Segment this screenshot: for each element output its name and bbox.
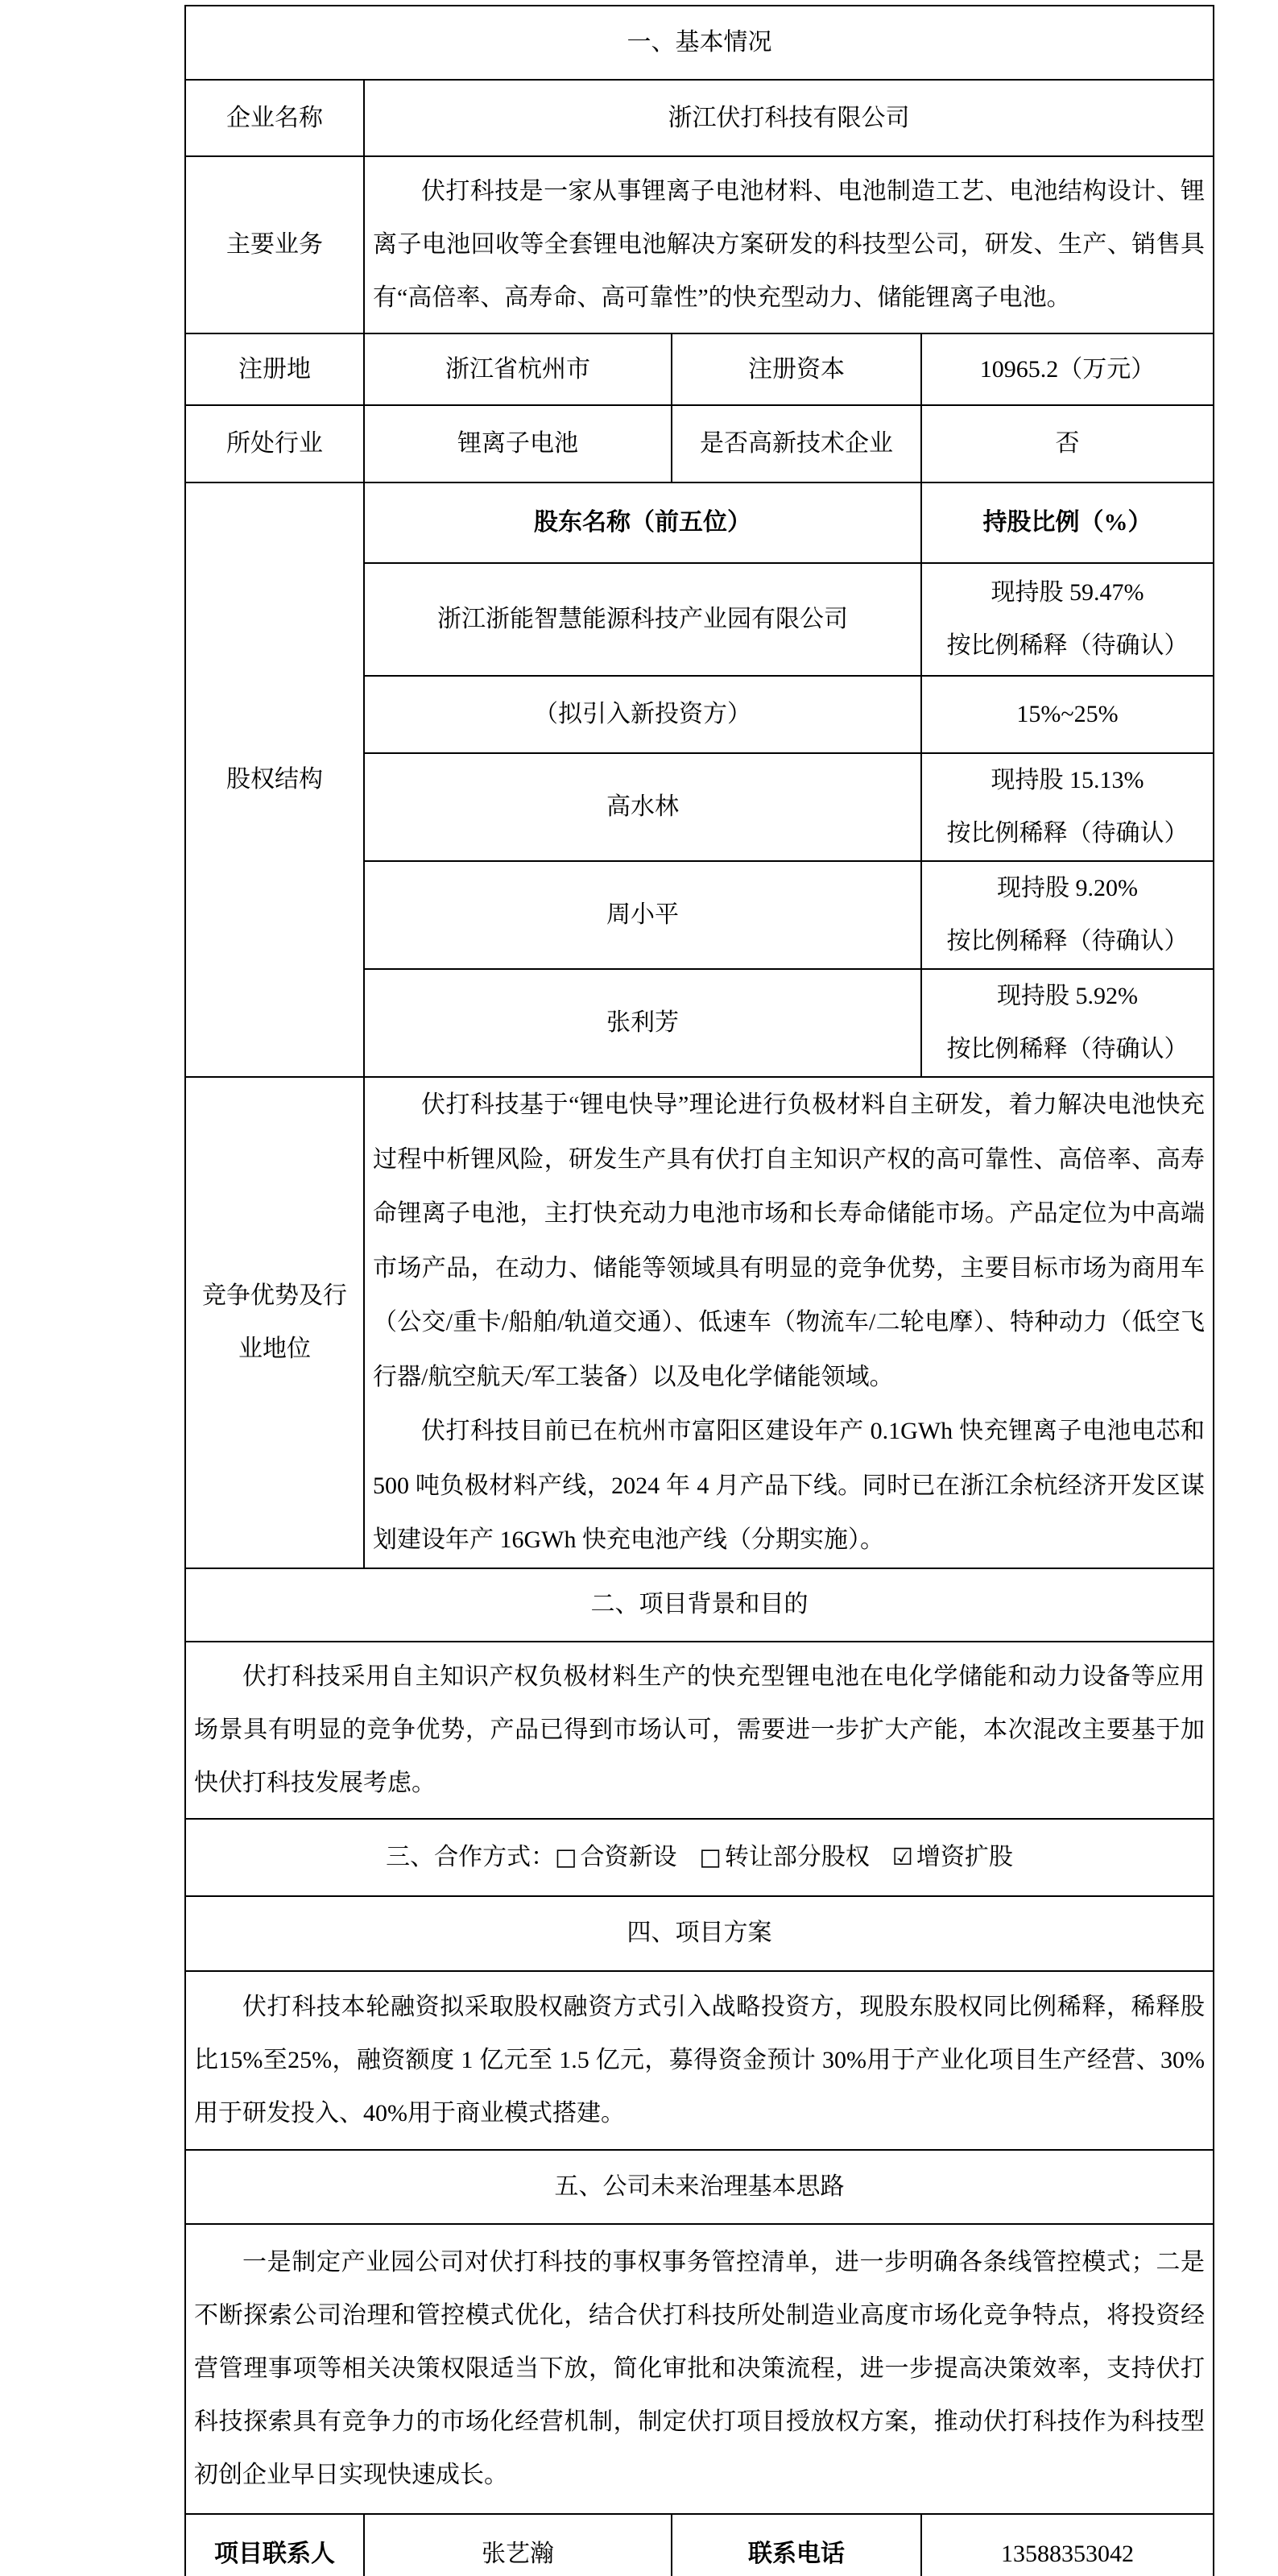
governance-text-cell bbox=[185, 2224, 1214, 2514]
contact-person-label: 项目联系人 bbox=[185, 2514, 364, 2576]
row-section-governance bbox=[185, 2150, 1214, 2224]
checkbox-unchecked-icon: □ bbox=[555, 1842, 577, 1870]
checkbox-option-joint-venture bbox=[555, 1844, 676, 1870]
company-name-label: 企业名称 bbox=[185, 80, 364, 156]
shareholder-ratio-line2: 按比例稀释（待确认） bbox=[946, 1036, 1189, 1062]
shareholder-ratio-line1: 现持股 9.20% bbox=[997, 875, 1138, 901]
shareholder-ratio-line2: 按比例稀释（待确认） bbox=[946, 820, 1189, 847]
competitive-advantage-cell bbox=[364, 1077, 1214, 1568]
competitive-advantage-paragraph-2: 伏打科技目前已在杭州市富阳区建设年产 0.1GWh 快充锂离子电池电芯和 500 吨负极材料产线，2024 年 4 月产品下线。同时已在浙江余杭经济开发区谋划建设年产 16GWh 快充电池产线（分期实施）。 bbox=[373, 1418, 1205, 1553]
shareholder-ratio-line1: 现持股 5.92% bbox=[997, 983, 1138, 1009]
contact-phone-value: 13588353042 bbox=[921, 2514, 1214, 2576]
shareholder-ratio bbox=[921, 969, 1214, 1077]
shareholder-ratio-line1: 现持股 15.13% bbox=[991, 767, 1144, 793]
registered-capital-label: 注册资本 bbox=[672, 333, 921, 405]
row-main-business bbox=[185, 156, 1214, 333]
shareholder-ratio bbox=[921, 676, 1214, 753]
shareholder-name: （拟引入新投资方） bbox=[364, 676, 921, 753]
governance-text: 一是制定产业园公司对伏打科技的事权事务管控清单，进一步明确各条线管控模式；二是不断探索公司治理和管控模式优化，结合伏打科技所处制造业高度市场化竞争特点，将投资经营管理事项等相关决策权限适当下放，简化审批和决策流程，进一步提高决策效率，支持伏打科技探索具有竞争力的市场化经营机制，制定伏打项目授放权方案，推动伏打科技作为科技型初创企业早日实现快速成长。 bbox=[194, 2248, 1205, 2488]
main-business-label: 主要业务 bbox=[185, 156, 364, 333]
row-equity-header bbox=[185, 482, 1214, 563]
row-cooperation-mode bbox=[185, 1819, 1214, 1896]
main-business-text: 伏打科技是一家从事锂离子电池材料、电池制造工艺、电池结构设计、锂离子电池回收等全套锂电池解决方案研发的科技型公司，研发、生产、销售具有“高倍率、高寿命、高可靠性”的快充型动力、储能锂离子电池。 bbox=[373, 178, 1205, 311]
checkbox-option-equity-transfer bbox=[700, 1844, 870, 1870]
section-title-governance: 五、公司未来治理基本思路 bbox=[185, 2150, 1214, 2224]
shareholder-ratio-line2: 按比例稀释（待确认） bbox=[946, 632, 1189, 659]
project-plan-text-cell bbox=[185, 1971, 1214, 2150]
equity-header-ratio: 持股比例（%） bbox=[921, 482, 1214, 563]
competitive-advantage-label: 竞争优势及行业地位 bbox=[185, 1077, 364, 1568]
checkbox-checked-icon: ☑ bbox=[891, 1842, 913, 1870]
hightech-value: 否 bbox=[921, 405, 1214, 482]
shareholder-name: 周小平 bbox=[364, 861, 921, 969]
registered-capital-value: 10965.2（万元） bbox=[921, 333, 1214, 405]
row-governance-text bbox=[185, 2224, 1214, 2514]
checkbox-option-capital-increase bbox=[892, 1844, 1013, 1870]
cooperation-mode-cell bbox=[185, 1819, 1214, 1896]
shareholder-ratio-line1: 现持股 59.47% bbox=[991, 579, 1144, 606]
cooperation-mode-prefix: 三、合作方式： bbox=[386, 1843, 556, 1870]
contact-person-name: 张艺瀚 bbox=[364, 2514, 672, 2576]
row-section-project-plan bbox=[185, 1896, 1214, 1971]
checkbox-option-label: 合资新设 bbox=[580, 1843, 677, 1870]
shareholder-ratio bbox=[921, 861, 1214, 969]
shareholder-ratio bbox=[921, 563, 1214, 676]
row-contact bbox=[185, 2514, 1214, 2576]
hightech-label: 是否高新技术企业 bbox=[672, 405, 921, 482]
row-registration bbox=[185, 333, 1214, 405]
shareholder-name: 高水林 bbox=[364, 753, 921, 861]
equity-structure-label: 股权结构 bbox=[185, 482, 364, 1077]
background-text-cell bbox=[185, 1642, 1214, 1819]
section-title-project-plan: 四、项目方案 bbox=[185, 1896, 1214, 1971]
registered-location-value: 浙江省杭州市 bbox=[364, 333, 672, 405]
shareholder-ratio-line1: 15%~25% bbox=[1016, 701, 1119, 727]
row-project-plan-text bbox=[185, 1971, 1214, 2150]
row-industry bbox=[185, 405, 1214, 482]
project-info-table bbox=[184, 5, 1214, 2576]
industry-value: 锂离子电池 bbox=[364, 405, 672, 482]
company-name-value: 浙江伏打科技有限公司 bbox=[364, 80, 1214, 156]
industry-label: 所处行业 bbox=[185, 405, 364, 482]
contact-phone-label: 联系电话 bbox=[672, 2514, 921, 2576]
section-title-basic-info: 一、基本情况 bbox=[185, 6, 1214, 80]
registered-location-label: 注册地 bbox=[185, 333, 364, 405]
row-competitive-advantage bbox=[185, 1077, 1214, 1568]
section-title-background: 二、项目背景和目的 bbox=[185, 1568, 1214, 1642]
main-business-cell bbox=[364, 156, 1214, 333]
project-plan-text: 伏打科技本轮融资拟采取股权融资方式引入战略投资方，现股东股权同比例稀释，稀释股比15%至25%，融资额度 1 亿元至 1.5 亿元，募得资金预计 30%用于产业化项目生产经营、30%用于研发投入、40%用于商业模式搭建。 bbox=[194, 1993, 1205, 2127]
checkbox-option-label: 增资扩股 bbox=[916, 1843, 1013, 1870]
checkbox-unchecked-icon: □ bbox=[699, 1842, 722, 1870]
competitive-advantage-paragraph-1: 伏打科技基于“锂电快导”理论进行负极材料自主研发，着力解决电池快充过程中析锂风险，研发生产具有伏打自主知识产权的高可靠性、高倍率、高寿命锂离子电池，主打快充动力电池市场和长寿命储能市场。产品定位为中高端市场产品，在动力、储能等领域具有明显的竞争优势，主要目标市场为商用车（公交/重卡/船舶/轨道交通）、低速车（物流车/二轮电摩）、特种动力（低空飞行器/航空航天/军工装备）以及电化学储能领域。 bbox=[373, 1091, 1205, 1390]
background-text: 伏打科技采用自主知识产权负极材料生产的快充型锂电池在电化学储能和动力设备等应用场景具有明显的竞争优势，产品已得到市场认可，需要进一步扩大产能，本次混改主要基于加快伏打科技发展考虑。 bbox=[194, 1663, 1205, 1796]
equity-header-name: 股东名称（前五位） bbox=[364, 482, 921, 563]
shareholder-ratio-line2: 按比例稀释（待确认） bbox=[946, 928, 1189, 955]
row-background-text bbox=[185, 1642, 1214, 1819]
shareholder-name: 张利芳 bbox=[364, 969, 921, 1077]
row-section-basic-info bbox=[185, 6, 1214, 80]
shareholder-name: 浙江浙能智慧能源科技产业园有限公司 bbox=[364, 563, 921, 676]
checkbox-option-label: 转让部分股权 bbox=[724, 1843, 870, 1870]
row-company-name bbox=[185, 80, 1214, 156]
shareholder-ratio bbox=[921, 753, 1214, 861]
row-section-background bbox=[185, 1568, 1214, 1642]
